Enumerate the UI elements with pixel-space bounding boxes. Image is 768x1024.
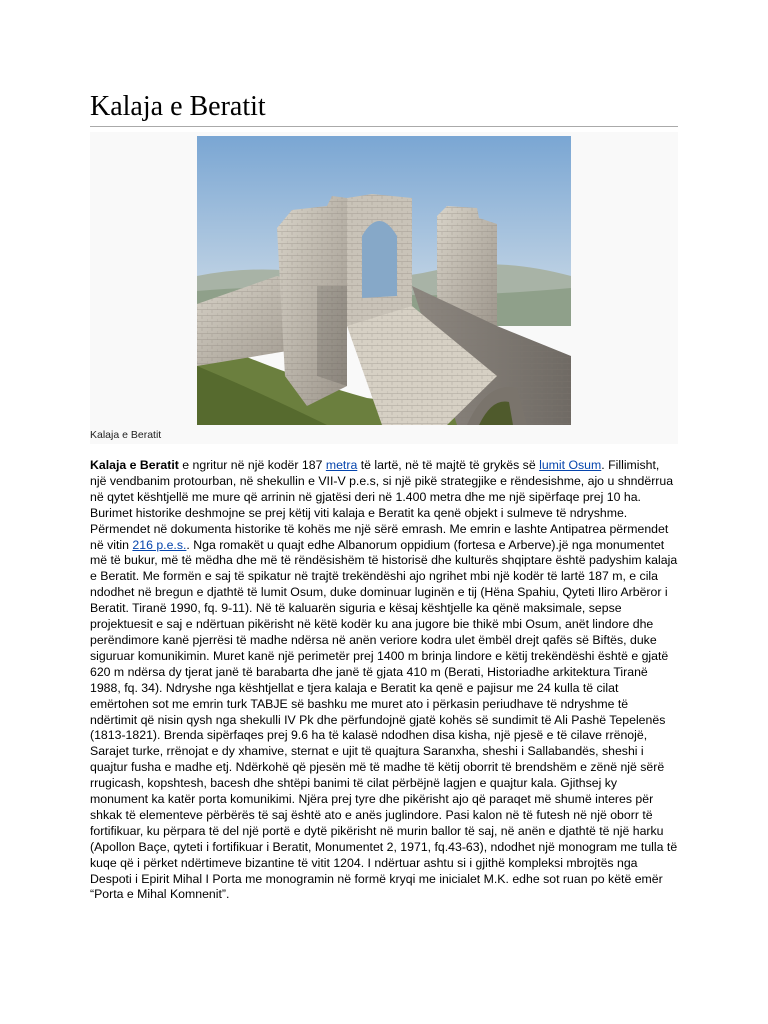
article-text-part: të lartë, në të majtë të grykës së xyxy=(357,458,540,472)
article-text-part: e ngritur në një kodër 187 xyxy=(178,458,326,472)
article-text-part: . Nga romakët u quajt edhe Albanorum oppidium (fortesa e Arberve).jë nga monumentet më të bukur, më të mëdha dhe më të rëndësishëm të historisë dhe kulturës shqiptare është padyshim kalaja e Beratit. Me formën e saj të spikatur në trajtë trekëndëshi ajo ngrihet mbi një kodër të lartë 187 m, e cila ndodhet në bregun e djathtë të lumit Osum, duke dominuar luginën e tij (Hëna Spahiu, Qyteti Iliro Arbëror i Beratit. Tiranë 1990, fq. 9-11). Në të kaluarën siguria e kësaj kështjelle ka qënë maksimale, sepse projektuesit e saj e ndërtuan pikërisht në këtë kodër ku ana jugore bie thikë mbi Osum, anët lindore dhe perëndimore kanë pjerrësi të madhe ndërsa në anën veriore kodra ulet ëmbël drejt qafës së Biftës, duke siguruar komunikimin. Muret kanë një perimetër prej 1400 m brinja lindore e këtij trekëndëshi është e gjatë 620 m ndërsa dy tjerat janë të barabarta dhe janë të gjata 410 m (Berati, Historiadhe arkitektura Tiranë 1988, fq. 34). Ndryshe nga kështjellat e tjera kalaja e Beratit ka qenë e pajisur me 24 kulla të cilat emërtohen sot me emrin turk TABJE së bashku me muret ato i përkasin periudhave të ndryshme të ndërtimit që nisin qysh nga shekulli IV Pk dhe përfundojnë gjatë kohës së sundimit të Ali Pashë Tepelenës (1813-1821). Brenda sipërfaqes prej 9.6 ha të kalasë ndodhen disa kisha, një pjesë e të cilave rrënojë, Sarajet turke, rrënojat e dy xhamive, sternat e ujit të quajtura Saranxha, sheshi i Sallabandës, sheshi i quajtur fusha e madhe etj. Ndërkohë që pjesën më të madhe të këtij oborrit të brendshëm e zënë një sërë rrugicash, kopshtesh, bacesh dhe shtëpi banimi të cilat përbëjnë lagjen e quajtur kala. Gjithsej ky monument ka katër porta komunikimi. Njëra prej tyre dhe pikërisht ajo që paraqet më shumë interes për shkak të elementeve përbërës të saj është ato e anës juglindore. Pasi kalon në të futesh në një oborr të fortifikuar, ku përpara të del një portë e dytë pikërisht në murin ballor të saj, në anën e djathtë të një harku (Apollon Baçe, qyteti i fortifikuar i Beratit, Monumentet 2, 1971, fq.43-63), ndodhet një monogram me tulla të kuqe që i përket ndërtimeve bizantine të vitit 1204. I ndërtuar ashtu si i gjithë kompleksi mbrojtës nga Despoti i Epirit Mihal I Porta me monogramin në formë kryqi me inicialet M.K. edhe sot ruan po këtë emër “Porta e Mihal Komnenit”. xyxy=(90,537,678,902)
article-text-part: . Fillimisht, një vendbanim protourban, në shekullin e VII-V p.e.s, si një pikë strategjike e rëndesishme, ajo u shndërrua në qytet kështjellë me mure që arrinin në gjatësi deri në 1.400 metra dhe me një sipërfaqe prej 10 ha. Burimet historike deshmojne se prej këtij viti kalaja e Beratit ka qenë objekt i sulmeve të ndryshme. Përmendet në dokumenta historike të kohës me një sërë emrash. Me emrin e lashte Antipatrea përmendet në vitin xyxy=(90,458,674,552)
page-content xyxy=(90,90,678,903)
link-lumit-osum[interactable]: lumit Osum xyxy=(539,458,602,472)
figure-caption: Kalaja e Beratit xyxy=(90,429,162,441)
link-metra[interactable]: metra xyxy=(325,458,358,472)
link-216-pes[interactable]: 216 p.e.s. xyxy=(132,537,187,552)
figure xyxy=(90,132,678,444)
lead-term: Kalaja e Beratit xyxy=(90,458,179,472)
page-title: Kalaja e Beratit xyxy=(90,90,678,127)
article-text xyxy=(90,458,678,903)
castle-ruins-photo xyxy=(197,136,571,425)
